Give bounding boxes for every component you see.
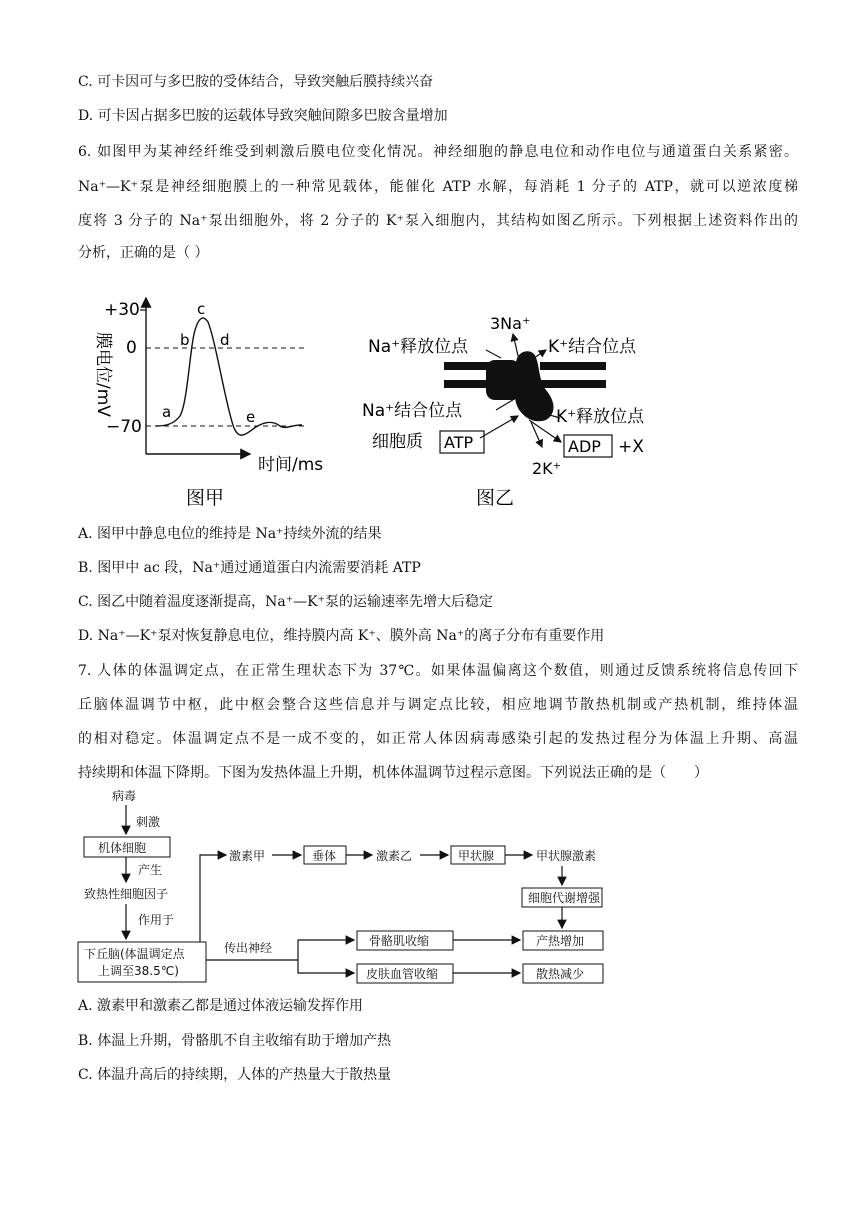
point-c-label: c xyxy=(197,300,206,318)
node-virus: 病毒 xyxy=(112,789,137,803)
node-hypothalamus-line-2: 上调至38.5℃) xyxy=(98,964,179,978)
tick-plus-30: +30 xyxy=(104,300,140,320)
q6-option-d: D. Na⁺—K⁺泵对恢复静息电位，维持膜内高 K⁺、膜外高 Na⁺的离子分布有重要作用 xyxy=(78,628,605,644)
q5-option-c: C. 可卡因可与多巴胺的受体结合，导致突触后膜持续兴奋 xyxy=(78,74,434,90)
tick-minus-70: −70 xyxy=(106,417,142,437)
q6-stem-line-2: Na⁺—K⁺泵是神经细胞膜上的一种常见载体，能催化 ATP 水解，每消耗 1 分子的 ATP，就可以逆浓度梯 xyxy=(78,179,798,195)
node-pituitary-label: 垂体 xyxy=(312,849,337,863)
q7-flowchart xyxy=(76,784,656,984)
point-e-label: e xyxy=(246,408,256,426)
membrane-right-top xyxy=(540,362,606,370)
q5-option-d: D. 可卡因占据多巴胺的运载体导致突触间隙多巴胺含量增加 xyxy=(78,108,448,124)
q6-stem-line-1: 6. 如图甲为某神经纤维受到刺激后膜电位变化情况。神经细胞的静息电位和动作电位与通道蛋白关系紧密。 xyxy=(78,144,798,160)
node-body-cells-label: 机体细胞 xyxy=(98,841,147,855)
q6-option-b: B. 图甲中 ac 段，Na⁺通过通道蛋白内流需要消耗 ATP xyxy=(78,560,421,576)
plus-x-label: +X xyxy=(618,437,644,457)
q7-option-c: C. 体温升高后的持续期，人体的产热量大于散热量 xyxy=(78,1067,392,1083)
tick-zero: 0 xyxy=(126,338,137,358)
node-pyrogen: 致热性细胞因子 xyxy=(84,887,169,901)
q6-option-c: C. 图乙中随着温度逐渐提高，Na⁺—K⁺泵的运输速率先增大后稳定 xyxy=(78,594,493,610)
node-heat-production-up-label: 产热增加 xyxy=(536,934,585,948)
atp-label: ATP xyxy=(444,433,474,452)
q7-option-a: A. 激素甲和激素乙都是通过体液运输发挥作用 xyxy=(78,998,364,1014)
figure-b-sodium-potassium-pump xyxy=(362,314,645,509)
na-release-site-label: Na⁺释放位点 xyxy=(368,337,469,357)
node-heat-loss-down-label: 散热减少 xyxy=(536,967,585,981)
q6-figures xyxy=(76,292,716,517)
q7-stem-line-2: 丘脑体温调节中枢，此中枢会整合这些信息并与调定点比较，相应地调节散热机制或产热机制，维持体温 xyxy=(78,697,798,713)
figure-a-membrane-potential xyxy=(93,298,323,509)
edge-label-produce: 产生 xyxy=(138,863,163,877)
q6-option-a: A. 图甲中静息电位的维持是 Na⁺持续外流的结果 xyxy=(78,526,382,542)
figure-b-caption: 图乙 xyxy=(476,487,515,509)
cytoplasm-label: 细胞质 xyxy=(372,432,423,452)
edge-label-act-on: 作用于 xyxy=(138,913,175,927)
node-thyroid-label: 甲状腺 xyxy=(458,849,495,863)
k-in-label: 2K⁺ xyxy=(532,459,562,478)
node-hormone-a: 激素甲 xyxy=(229,849,266,863)
q7-stem-line-3: 的相对稳定。体温调定点不是一成不变的，如正常人体因病毒感染引起的发热过程分为体温上升期、高温 xyxy=(78,731,798,747)
q7-stem-line-4: 持续期和体温下降期。下图为发热体温上升期，机体体温调节过程示意图。下列说法正确的是（ ） xyxy=(78,765,708,781)
figure-a-caption: 图甲 xyxy=(186,487,225,509)
y-axis-label: 膜电位/mV xyxy=(93,332,113,417)
node-metabolism-up-label: 细胞代谢增强 xyxy=(528,891,601,905)
na-binding-site-label: Na⁺结合位点 xyxy=(362,401,463,421)
point-b-label: b xyxy=(180,331,190,349)
node-muscle-contract-label: 骨骼肌收缩 xyxy=(369,934,430,948)
point-d-label: d xyxy=(220,331,230,349)
q6-stem-line-4: 分析，正确的是（ ） xyxy=(78,245,209,261)
k-binding-site-label: K⁺结合位点 xyxy=(548,337,637,357)
q7-option-b: B. 体温上升期，骨骼肌不自主收缩有助于增加产热 xyxy=(78,1033,392,1049)
node-vessel-constrict-label: 皮肤血管收缩 xyxy=(366,967,439,981)
x-axis-label: 时间/ms xyxy=(258,455,324,475)
q6-stem-line-3: 度将 3 分子的 Na⁺泵出细胞外，将 2 分子的 K⁺泵入细胞内，其结构如图乙所示。下列根据上述资料作出的 xyxy=(78,213,798,229)
q7-stem-line-1: 7. 人体的体温调定点，在正常生理状态下为 37℃。如果体温偏离这个数值，则通过反馈系统将信息传回下 xyxy=(78,663,798,679)
node-hypothalamus-line-1: 下丘脑(体温调定点 xyxy=(84,947,185,961)
k-release-site-label: K⁺释放位点 xyxy=(556,407,645,427)
adp-label: ADP xyxy=(568,437,601,456)
na-out-label: 3Na⁺ xyxy=(490,314,531,333)
point-a-label: a xyxy=(162,403,172,421)
node-thyroid-hormone: 甲状腺激素 xyxy=(536,849,597,863)
edge-label-stimulate: 刺激 xyxy=(136,815,161,829)
membrane-right-bottom xyxy=(540,380,606,388)
edge-label-efferent-nerve: 传出神经 xyxy=(224,941,273,955)
node-hormone-b: 激素乙 xyxy=(376,849,413,863)
